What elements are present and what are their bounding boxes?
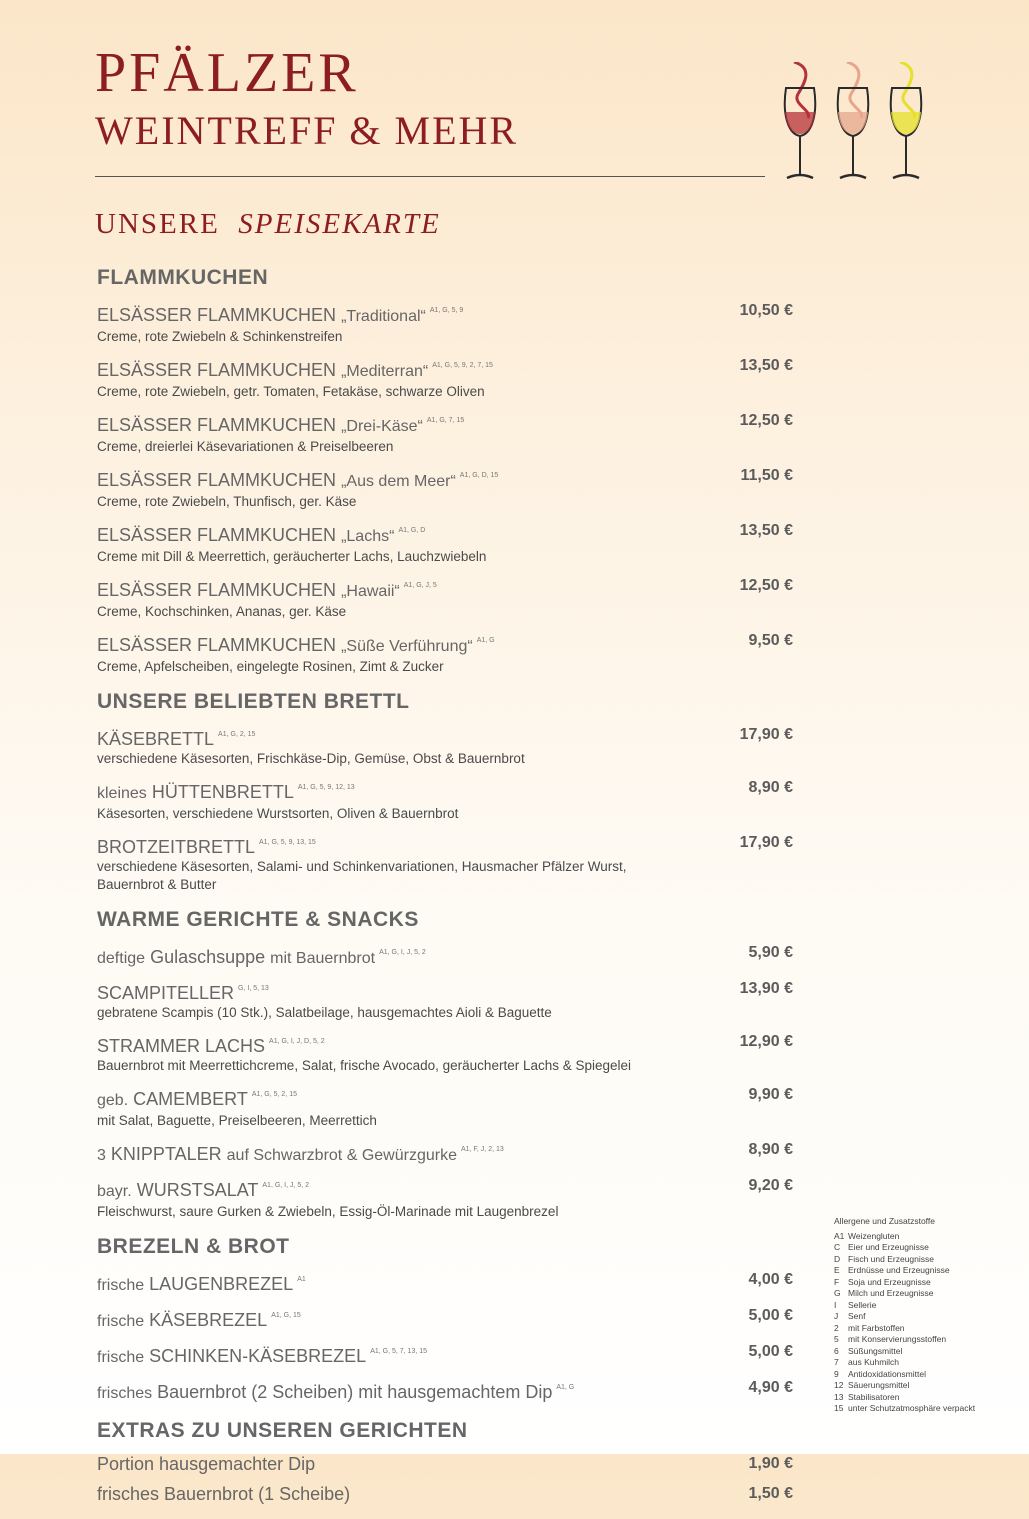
item-title-row: [97, 1377, 687, 1405]
menu: [97, 262, 797, 1519]
legend-entry: [834, 1300, 1019, 1312]
legend-entry: [834, 1380, 1019, 1392]
legend-code: C: [834, 1242, 841, 1252]
brand-tagline: WEINTREFF & MEHR: [95, 108, 519, 153]
item-prefix: frische: [97, 1313, 145, 1330]
item-description: Creme, Kochschinken, Ananas, ger. Käse: [97, 604, 347, 619]
page-title: [95, 208, 441, 241]
legend-code: 2: [834, 1322, 839, 1333]
legend-entry: [834, 1311, 1019, 1323]
menu-item: [97, 410, 797, 456]
menu-item: [97, 300, 797, 346]
legend-label: Stabilisatoren: [848, 1391, 900, 1402]
item-name: STRAMMER LACHS: [97, 1036, 266, 1056]
item-price: 8,90 €: [748, 779, 793, 796]
item-price: 12,50 €: [739, 577, 793, 594]
item-price: 4,00 €: [748, 1271, 793, 1288]
item-name: BROTZEITBRETTL: [97, 837, 256, 857]
item-allergens: A1, G, 5, 7, 13, 15: [370, 1348, 428, 1355]
item-prefix: deftige: [97, 950, 146, 967]
legend-code: 6: [834, 1345, 839, 1356]
menu-item: [97, 1269, 797, 1297]
legend-label: mit Farbstoffen: [848, 1322, 905, 1333]
item-title-row: [97, 1483, 687, 1505]
wine-glass-icon: [785, 62, 815, 178]
item-description: Creme, rote Zwiebeln & Schinkenstreifen: [97, 329, 343, 344]
item-allergens: A1: [297, 1276, 306, 1283]
legend-entry: [834, 1254, 1019, 1266]
legend-code: 5: [834, 1334, 839, 1344]
item-price: 1,50 €: [748, 1485, 793, 1502]
item-name: Gulaschsuppe: [150, 947, 266, 967]
item-title-row: [97, 465, 687, 493]
legend-entry: [834, 1242, 1019, 1254]
item-title-row: [97, 1269, 687, 1297]
legend-code: 9: [834, 1368, 839, 1379]
item-title-row: [97, 410, 687, 438]
legend-entry: [834, 1369, 1019, 1381]
item-allergens: A1, G, D, 15: [459, 472, 499, 479]
item-price: 5,00 €: [748, 1343, 793, 1360]
item-description: Creme, Apfelscheiben, eingelegte Rosinen, Zimt & Zucker: [97, 659, 444, 674]
menu-item: [97, 520, 797, 566]
item-price: 13,50 €: [739, 522, 793, 539]
legend-entry: [834, 1334, 1019, 1346]
legend-code: F: [834, 1276, 840, 1287]
item-name: ELSÄSSER FLAMMKUCHEN: [97, 305, 337, 325]
menu-item: [97, 1084, 797, 1130]
item-suffix: „Hawaii“: [341, 583, 400, 600]
item-allergens: A1, G, 5, 2, 15: [251, 1091, 297, 1098]
item-allergens: A1, G: [556, 1384, 575, 1391]
legend-code: I: [834, 1299, 837, 1310]
section-title: WARME GERICHTE & SNACKS: [97, 908, 419, 931]
item-description: Creme mit Dill & Meerrettich, geräucherter Lachs, Lauchzwiebeln: [97, 549, 487, 564]
item-name: Bauernbrot (2 Scheiben) mit hausgemachtem Dip: [157, 1382, 553, 1402]
item-name: frisches Bauernbrot (1 Scheibe): [97, 1484, 351, 1504]
legend-label: Weizengluten: [848, 1230, 900, 1241]
menu-item: [97, 832, 797, 894]
legend-code: 15: [834, 1403, 844, 1413]
menu-item: [97, 942, 797, 970]
allergen-legend: [834, 1216, 1019, 1415]
item-allergens: A1, G, 5, 9: [429, 307, 464, 314]
legend-entry: [834, 1231, 1019, 1243]
menu-item: [97, 355, 797, 401]
legend-code: E: [834, 1265, 840, 1275]
item-description: Käsesorten, verschiedene Wurstsorten, Oliven & Bauernbrot: [97, 806, 459, 821]
item-description: verschiedene Käsesorten, Frischkäse-Dip, Gemüse, Obst & Bauernbrot: [97, 751, 525, 766]
item-price: 9,20 €: [748, 1177, 793, 1194]
section-title: FLAMMKUCHEN: [97, 266, 269, 289]
wine-glass-icon: [838, 62, 868, 178]
item-allergens: A1, G, I, J, D, 5, 2: [269, 1038, 325, 1045]
item-prefix: frisches: [97, 1385, 153, 1402]
item-title-row: [97, 1175, 687, 1203]
item-name: SCHINKEN-KÄSEBREZEL: [149, 1346, 367, 1366]
item-description: mit Salat, Baguette, Preiselbeeren, Meerrettich: [97, 1113, 377, 1128]
legend-code: A1: [834, 1230, 845, 1241]
item-title-row: [97, 1084, 687, 1112]
legend-label: unter Schutzatmosphäre verpackt: [848, 1403, 976, 1413]
legend-label: Erdnüsse und Erzeugnisse: [848, 1265, 950, 1275]
section-title: BREZELN & BROT: [97, 1235, 290, 1258]
legend-label: mit Konservierungsstoffen: [848, 1334, 947, 1344]
item-prefix: 3: [97, 1147, 106, 1164]
legend-label: Milch und Erzeugnisse: [848, 1288, 934, 1298]
item-allergens: A1, G, 2, 15: [218, 731, 256, 738]
menu-item: [97, 724, 797, 768]
item-title-row: [97, 978, 687, 1004]
item-title-row: [97, 575, 687, 603]
item-name: KÄSEBREZEL: [149, 1310, 268, 1330]
item-price: 13,90 €: [739, 980, 793, 997]
legend-label: Fisch und Erzeugnisse: [848, 1253, 934, 1264]
legend-list: [834, 1231, 1019, 1415]
item-allergens: A1, G, 5, 9, 13, 15: [259, 839, 316, 846]
menu-section: [97, 1419, 797, 1505]
item-price: 11,50 €: [740, 467, 793, 484]
legend-label: Soja und Erzeugnisse: [848, 1276, 931, 1287]
item-title-row: [97, 1453, 687, 1475]
wine-glasses-icon: [778, 62, 948, 184]
legend-entry: [834, 1392, 1019, 1404]
item-allergens: G, I, 5, 13: [238, 985, 269, 992]
page-title-word-1: UNSERE: [95, 208, 220, 240]
legend-entry: [834, 1403, 1019, 1415]
page-title-word-2: SPEISEKARTE: [238, 208, 441, 240]
menu-item: [97, 575, 797, 621]
item-allergens: A1, G, 7, 15: [426, 417, 465, 424]
legend-label: Senf: [848, 1311, 866, 1321]
item-price: 8,90 €: [748, 1141, 793, 1158]
item-allergens: A1, G, 15: [271, 1312, 301, 1319]
item-description: Bauernbrot mit Meerrettichcreme, Salat, frische Avocado, geräucherter Lachs & Spiegelei: [97, 1058, 632, 1073]
item-name: KÄSEBRETTL: [97, 729, 215, 749]
item-description: Creme, rote Zwiebeln, Thunfisch, ger. Käse: [97, 494, 357, 509]
item-prefix: frische: [97, 1349, 145, 1366]
menu-section: [97, 690, 797, 894]
menu-item: [97, 1175, 797, 1221]
item-allergens: A1, G, 5, 9, 12, 13: [297, 784, 355, 791]
menu-item: [97, 1483, 797, 1505]
legend-code: D: [834, 1253, 841, 1264]
item-name: ELSÄSSER FLAMMKUCHEN: [97, 360, 337, 380]
item-suffix: „Mediterran“: [341, 363, 429, 380]
item-description: gebratene Scampis (10 Stk.), Salatbeilage, hausgemachtes Aioli & Baguette: [97, 1005, 552, 1020]
item-price: 9,50 €: [748, 632, 793, 649]
item-price: 13,50 €: [739, 357, 793, 374]
legend-code: 13: [834, 1391, 844, 1402]
item-prefix: bayr.: [97, 1183, 132, 1200]
legend-code: 12: [834, 1380, 844, 1390]
menu-item: [97, 1139, 797, 1167]
item-description: Creme, rote Zwiebeln, getr. Tomaten, Fetakäse, schwarze Oliven: [97, 384, 485, 399]
section-title: EXTRAS ZU UNSEREN GERICHTEN: [97, 1419, 468, 1442]
item-title-row: [97, 300, 687, 328]
legend-label: Antidoxidationsmittel: [848, 1368, 926, 1379]
legend-entry: [834, 1277, 1019, 1289]
item-title-row: [97, 832, 687, 858]
item-price: 5,90 €: [748, 944, 793, 961]
item-title-row: [97, 630, 687, 658]
item-price: 4,90 €: [748, 1379, 793, 1396]
item-prefix: kleines: [97, 785, 147, 802]
item-description: verschiedene Käsesorten, Salami- und Schinkenvariationen, Hausmacher Pfälzer Wurst, Bauernbrot & Butter: [97, 859, 627, 892]
legend-label: Süßungsmittel: [848, 1345, 903, 1356]
item-name: WURSTSALAT: [136, 1180, 259, 1200]
item-price: 12,50 €: [739, 412, 793, 429]
item-title-row: [97, 942, 687, 970]
item-name: HÜTTENBRETTL: [151, 782, 294, 802]
brand-name: PFÄLZER: [95, 42, 359, 104]
item-title-row: [97, 520, 687, 548]
menu-item: [97, 1305, 797, 1333]
item-name: KNIPPTALER: [110, 1144, 222, 1164]
item-name: SCAMPITELLER: [97, 983, 235, 1003]
item-price: 10,50 €: [739, 302, 793, 319]
item-name: ELSÄSSER FLAMMKUCHEN: [97, 635, 337, 655]
section-title: UNSERE BELIEBTEN BRETTL: [97, 690, 410, 713]
item-description: Creme, dreierlei Käsevariationen & Preiselbeeren: [97, 439, 394, 454]
item-allergens: A1, G: [476, 637, 495, 644]
item-title-row: [97, 1341, 687, 1369]
item-allergens: A1, F, J, 2, 13: [460, 1146, 504, 1153]
menu-section: [97, 266, 797, 676]
item-allergens: A1, G, 5, 9, 2, 7, 15: [432, 362, 493, 369]
item-description: Fleischwurst, saure Gurken & Zwiebeln, Essig-Öl-Marinade mit Laugenbrezel: [97, 1204, 559, 1219]
item-price: 9,90 €: [748, 1086, 793, 1103]
legend-label: Säuerungsmittel: [848, 1380, 910, 1390]
item-title-row: [97, 1305, 687, 1333]
item-suffix: „Süße Verführung“: [341, 638, 473, 655]
item-allergens: A1, G, D: [398, 527, 426, 534]
item-price: 17,90 €: [739, 834, 793, 851]
legend-title: Allergene und Zusatzstoffe: [834, 1216, 935, 1226]
item-price: 1,90 €: [748, 1455, 793, 1472]
header-divider: [95, 176, 765, 177]
legend-entry: [834, 1357, 1019, 1369]
item-allergens: A1, G, J, 5: [403, 582, 437, 589]
legend-label: aus Kuhmilch: [848, 1357, 900, 1367]
header: [95, 42, 519, 153]
menu-section: [97, 908, 797, 1221]
item-name: ELSÄSSER FLAMMKUCHEN: [97, 415, 337, 435]
item-name: CAMEMBERT: [133, 1089, 248, 1109]
item-suffix: „Drei-Käse“: [341, 418, 423, 435]
menu-item: [97, 1031, 797, 1075]
item-title-row: [97, 777, 687, 805]
item-title-row: [97, 1031, 687, 1057]
item-title-row: [97, 355, 687, 383]
item-suffix: mit Bauernbrot: [270, 950, 376, 967]
item-suffix: „Lachs“: [341, 528, 395, 545]
item-suffix: „Traditional“: [341, 308, 426, 325]
legend-label: Sellerie: [848, 1299, 877, 1310]
legend-code: J: [834, 1311, 839, 1321]
menu-item: [97, 777, 797, 823]
legend-entry: [834, 1323, 1019, 1335]
menu-item: [97, 1341, 797, 1369]
item-title-row: [97, 724, 687, 750]
menu-item: [97, 630, 797, 676]
item-name: ELSÄSSER FLAMMKUCHEN: [97, 525, 337, 545]
menu-item: [97, 1453, 797, 1475]
wine-glass-icon: [891, 62, 921, 178]
menu-section: [97, 1235, 797, 1405]
legend-entry: [834, 1346, 1019, 1358]
legend-label: Eier und Erzeugnisse: [848, 1242, 929, 1252]
item-suffix: „Aus dem Meer“: [341, 473, 456, 490]
item-suffix: auf Schwarzbrot & Gewürzgurke: [226, 1147, 457, 1164]
item-name: ELSÄSSER FLAMMKUCHEN: [97, 580, 337, 600]
item-name: Portion hausgemachter Dip: [97, 1454, 316, 1474]
legend-entry: [834, 1288, 1019, 1300]
item-allergens: A1, G, I, J, 5, 2: [262, 1182, 310, 1189]
legend-code: G: [834, 1288, 841, 1298]
legend-entry: [834, 1265, 1019, 1277]
item-allergens: A1, G, I, J, 5, 2: [379, 949, 426, 956]
item-price: 5,00 €: [748, 1307, 793, 1324]
item-prefix: geb.: [97, 1092, 129, 1109]
item-name: ELSÄSSER FLAMMKUCHEN: [97, 470, 337, 490]
legend-code: 7: [834, 1357, 839, 1367]
item-price: 12,90 €: [739, 1033, 793, 1050]
item-name: LAUGENBREZEL: [149, 1274, 294, 1294]
item-prefix: frische: [97, 1277, 145, 1294]
menu-item: [97, 1377, 797, 1405]
item-price: 17,90 €: [739, 726, 793, 743]
item-title-row: [97, 1139, 687, 1167]
menu-item: [97, 978, 797, 1022]
menu-item: [97, 465, 797, 511]
